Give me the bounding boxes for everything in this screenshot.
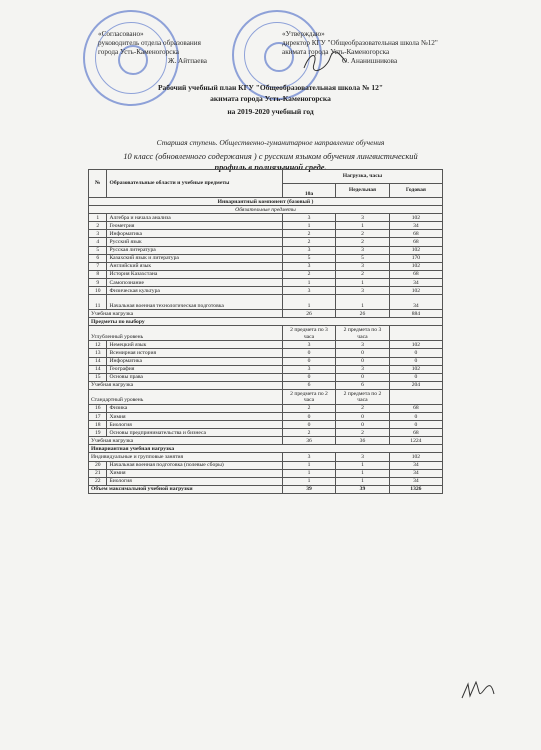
mandatory-subjects-title: Обязательные предметы: [89, 206, 443, 214]
class-hours: 3: [282, 287, 335, 295]
table-row: [89, 238, 443, 246]
approval-left: [98, 30, 207, 66]
yearly-hours: 0: [389, 373, 442, 381]
table-row: [89, 287, 443, 295]
subject-name: Русская литература: [107, 246, 282, 254]
subject-name: Всемирная история: [107, 349, 282, 357]
invariant-component-title-row: [89, 198, 443, 206]
row-number: 16: [89, 404, 107, 412]
standard-level: Стандартный уровень: [89, 389, 283, 404]
header-subjects: Образовательные области и учебные предметы: [107, 170, 282, 198]
approval-left-line: руководитель отдела образования: [98, 39, 201, 47]
row-number: 10: [89, 287, 107, 295]
row-number: 5: [89, 246, 107, 254]
table-row: [89, 461, 443, 469]
subject-name: Геометрия: [107, 222, 282, 230]
weekly-hours: 5: [336, 254, 390, 262]
yearly-hours: 34: [389, 295, 442, 310]
row-number: 12: [89, 341, 107, 349]
class-hours: 0: [282, 357, 335, 365]
row-number: 6: [89, 254, 107, 262]
weekly-hours: 0: [336, 421, 390, 429]
class-hours: 36: [282, 437, 335, 445]
row-number: 11: [89, 295, 107, 310]
table-row: [89, 341, 443, 349]
subject-name: Химия: [107, 469, 282, 477]
subject-name: Физическая культура: [107, 287, 282, 295]
class-hours: 2 предмета по 2 часа: [282, 389, 335, 404]
class-hours: 6: [282, 381, 335, 389]
subject-name: Химия: [107, 412, 282, 420]
weekly-hours: 3: [336, 287, 390, 295]
plan-title-line1: Рабочий учебный план КГУ "Общеобразовательная школа № 12": [157, 83, 384, 92]
table-row: [89, 453, 443, 461]
weekly-hours: 1: [336, 477, 390, 485]
yearly-hours: 0: [389, 412, 442, 420]
weekly-hours: 26: [336, 310, 390, 318]
class-hours: 1: [282, 295, 335, 310]
yearly-hours: 34: [389, 222, 442, 230]
table-row: [89, 421, 443, 429]
weekly-hours: 1: [336, 222, 390, 230]
row-number: 1: [89, 214, 107, 222]
table-row: [89, 412, 443, 420]
row-number: 3: [89, 230, 107, 238]
table-row: [89, 357, 443, 365]
subject-name: Биология: [107, 477, 282, 485]
weekly-hours: 0: [336, 373, 390, 381]
yearly-hours: 0: [389, 349, 442, 357]
row-number: 13: [89, 349, 107, 357]
weekly-hours: 3: [336, 214, 390, 222]
table-row: [89, 214, 443, 222]
weekly-hours: 1: [336, 469, 390, 477]
invariant-total-row: [89, 445, 443, 453]
class-hours: 0: [282, 421, 335, 429]
table-row: [89, 469, 443, 477]
yearly-hours: 102: [389, 365, 442, 373]
bottom-signature: [458, 678, 498, 704]
row-number: 20: [89, 461, 107, 469]
mandatory-total: Учебная нагрузка: [89, 310, 283, 318]
class-hours: 3: [282, 214, 335, 222]
yearly-hours: [389, 326, 442, 341]
subject-name: Английский язык: [107, 262, 282, 270]
table-row: [89, 230, 443, 238]
subject-name: Алгебра и начала анализа: [107, 214, 282, 222]
table-row: [89, 295, 443, 310]
class-hours: 0: [282, 373, 335, 381]
table-row: [89, 373, 443, 381]
class-hours: 3: [282, 453, 335, 461]
weekly-hours: 0: [336, 349, 390, 357]
table-row: [89, 326, 443, 341]
table-row: [89, 222, 443, 230]
table-row: [89, 485, 443, 493]
class-hours: 2 предмета по 3 часа: [282, 326, 335, 341]
table-row: [89, 429, 443, 437]
weekly-hours: 0: [336, 357, 390, 365]
subtitle-line3: профиль в полиязычной среде.: [214, 163, 327, 172]
invariant-total: Инвариантная учебная нагрузка: [89, 445, 443, 453]
weekly-hours: 2: [336, 230, 390, 238]
subject-name: География: [107, 365, 282, 373]
table-row: [89, 477, 443, 485]
table-row: [89, 404, 443, 412]
yearly-hours: 34: [389, 461, 442, 469]
invariant-component-title: Инвариантный компонент (базовый ): [89, 198, 443, 206]
weekly-hours: 3: [336, 365, 390, 373]
yearly-hours: 102: [389, 214, 442, 222]
class-hours: 3: [282, 341, 335, 349]
class-hours: 1: [282, 477, 335, 485]
weekly-hours: 2: [336, 238, 390, 246]
row-number: 14: [89, 357, 107, 365]
table-row: [89, 270, 443, 278]
approval-left-line: Ж. Айтпаева: [168, 57, 207, 65]
table-row: [89, 310, 443, 318]
row-number: 7: [89, 262, 107, 270]
weekly-hours: 3: [336, 453, 390, 461]
subject-name: Информатика: [107, 230, 282, 238]
table-row: [89, 349, 443, 357]
class-hours: 3: [282, 365, 335, 373]
yearly-hours: 68: [389, 429, 442, 437]
weekly-hours: 3: [336, 246, 390, 254]
class-hours: 26: [282, 310, 335, 318]
approval-right-line: О. Ананишникова: [342, 57, 398, 65]
class-hours: 0: [282, 412, 335, 420]
choice-subjects-title: Предметы по выбору: [89, 318, 443, 326]
header-yearly: Годовая: [389, 184, 442, 198]
yearly-hours: 34: [389, 477, 442, 485]
subject-name: Немецкий язык: [107, 341, 282, 349]
advanced-total: Учебная нагрузка: [89, 381, 283, 389]
weekly-hours: 2 предмета по 2 часа: [336, 389, 390, 404]
approval-left-line: «Согласовано»: [98, 30, 144, 38]
curriculum-table: [88, 169, 443, 494]
yearly-hours: 1326: [389, 485, 442, 493]
subject-name: Основы права: [107, 373, 282, 381]
approval-right-line: «Утверждаю»: [282, 30, 325, 38]
subtitle-line1: Старшая ступень. Общественно-гуманитарное направление обучения: [156, 138, 385, 147]
weekly-hours: 2: [336, 429, 390, 437]
yearly-hours: 102: [389, 246, 442, 254]
weekly-hours: 39: [336, 485, 390, 493]
row-number: 15: [89, 373, 107, 381]
subject-name: Русский язык: [107, 238, 282, 246]
weekly-hours: 1: [336, 461, 390, 469]
row-number: 4: [89, 238, 107, 246]
row-number: 22: [89, 477, 107, 485]
class-hours: 2: [282, 404, 335, 412]
class-hours: 2: [282, 238, 335, 246]
subject-name: История Казахстана: [107, 270, 282, 278]
table-row: [89, 437, 443, 445]
weekly-hours: 2: [336, 270, 390, 278]
weekly-hours: 3: [336, 262, 390, 270]
subject-name: Физика: [107, 404, 282, 412]
class-hours: 0: [282, 349, 335, 357]
class-hours: 3: [282, 262, 335, 270]
choice-subjects-row: [89, 318, 443, 326]
yearly-hours: [389, 389, 442, 404]
table-row: [89, 389, 443, 404]
weekly-hours: 6: [336, 381, 390, 389]
yearly-hours: 68: [389, 270, 442, 278]
yearly-hours: 34: [389, 469, 442, 477]
weekly-hours: 3: [336, 341, 390, 349]
class-hours: 3: [282, 246, 335, 254]
plan-title-line3: на 2019-2020 учебный год: [227, 107, 314, 116]
weekly-hours: 2 предмета по 3 часа: [336, 326, 390, 341]
subject-name: Информатика: [107, 357, 282, 365]
plan-title-line2: акимата города Усть-Каменогорска: [210, 94, 331, 103]
yearly-hours: 68: [389, 404, 442, 412]
subject-name: Начальная военная технологическая подготовка: [107, 295, 282, 310]
table-row: [89, 254, 443, 262]
yearly-hours: 204: [389, 381, 442, 389]
table-row: [89, 381, 443, 389]
table-row: [89, 278, 443, 286]
yearly-hours: 1224: [389, 437, 442, 445]
class-hours: 1: [282, 278, 335, 286]
subject-name: Казахский язык и литература: [107, 254, 282, 262]
header-load: Нагрузка, часы: [282, 170, 442, 184]
subject-name: Самопознание: [107, 278, 282, 286]
table-row: [89, 262, 443, 270]
yearly-hours: 68: [389, 230, 442, 238]
approval-right-line: акимата города Усть-Каменогорска: [282, 48, 390, 56]
weekly-hours: 1: [336, 278, 390, 286]
class-hours: 39: [282, 485, 335, 493]
header-weekly: Недельная: [336, 184, 390, 198]
mandatory-subjects-title-row: [89, 206, 443, 214]
yearly-hours: 102: [389, 262, 442, 270]
subject-name: Биология: [107, 421, 282, 429]
yearly-hours: 102: [389, 453, 442, 461]
yearly-hours: 0: [389, 357, 442, 365]
yearly-hours: 34: [389, 278, 442, 286]
subtitle-line2: 10 класс (обновленного содержания ) с русским языком обучения лингвистический: [123, 152, 418, 161]
class-hours: 1: [282, 461, 335, 469]
row-number: 14: [89, 365, 107, 373]
row-number: 9: [89, 278, 107, 286]
yearly-hours: 0: [389, 421, 442, 429]
yearly-hours: 170: [389, 254, 442, 262]
class-hours: 1: [282, 222, 335, 230]
row-number: 18: [89, 421, 107, 429]
row-number: 2: [89, 222, 107, 230]
row-number: 17: [89, 412, 107, 420]
individual-lessons: Индивидуальные и групповые занятия: [89, 453, 283, 461]
standard-total: Учебная нагрузка: [89, 437, 283, 445]
director-signature: [300, 50, 350, 74]
subject-name: Основы предпринимательства и бизнеса: [107, 429, 282, 437]
class-hours: 2: [282, 429, 335, 437]
row-number: 19: [89, 429, 107, 437]
max-load-total: Объем максимальной учебной нагрузки: [89, 485, 283, 493]
advanced-level: Углубленный уровень: [89, 326, 283, 341]
weekly-hours: 0: [336, 412, 390, 420]
yearly-hours: 102: [389, 341, 442, 349]
yearly-hours: 68: [389, 238, 442, 246]
class-hours: 2: [282, 230, 335, 238]
class-hours: 5: [282, 254, 335, 262]
table-row: [89, 365, 443, 373]
table-row: [89, 246, 443, 254]
weekly-hours: 1: [336, 295, 390, 310]
yearly-hours: 102: [389, 287, 442, 295]
approval-left-line: города Усть-Каменогорска: [98, 48, 180, 56]
row-number: 8: [89, 270, 107, 278]
header-num: №: [89, 170, 107, 198]
class-hours: 1: [282, 469, 335, 477]
weekly-hours: 2: [336, 404, 390, 412]
weekly-hours: 36: [336, 437, 390, 445]
class-hours: 2: [282, 270, 335, 278]
yearly-hours: 884: [389, 310, 442, 318]
row-number: 21: [89, 469, 107, 477]
subject-name: Начальная военная подготовка (полевые сборы): [107, 461, 282, 469]
approval-right-line: директор КГУ "Общеобразовательная школа №12": [282, 39, 438, 47]
header-class: 10а: [282, 184, 335, 198]
